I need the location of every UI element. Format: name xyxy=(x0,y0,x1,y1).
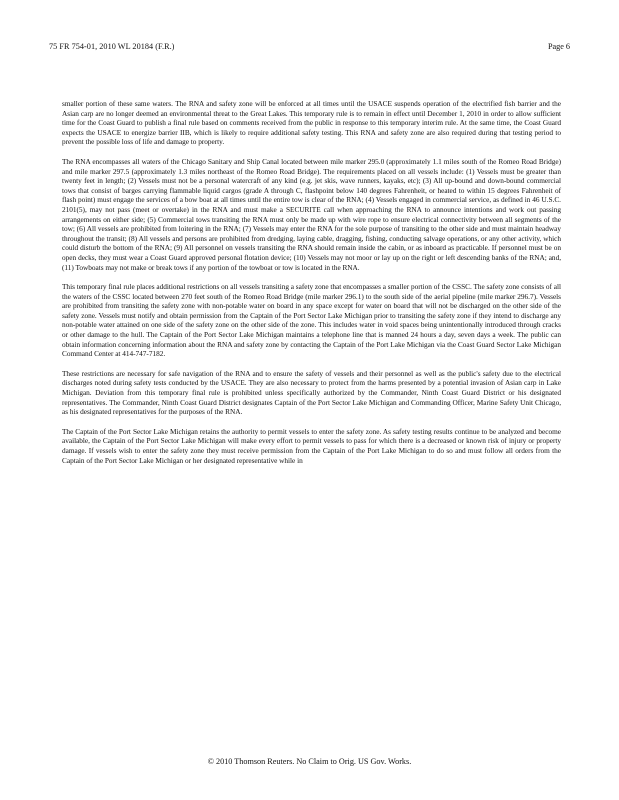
paragraph-5: The Captain of the Port Sector Lake Michigan retains the authority to permit vessels to enter the safety zone. As safety testing results continue to be analyzed and become available, the Captain of the Port Sector Lake Michigan will make every effort to permit vessels to pass for which there is a decreased or known risk of injury or property damage. If vessels wish to enter the safety zone they must receive permission from the Captain of the Port Lake Michigan to do so and must follow all orders from the Captain of the Port Sector Lake Michigan or her designated representative while in xyxy=(62,426,561,465)
citation-header: 75 FR 754-01, 2010 WL 20184 (F.R.) xyxy=(49,42,175,51)
paragraph-3: This temporary final rule places additional restrictions on all vessels transiting a safety zone that encompasses a smaller portion of the CSSC. The safety zone consists of all the waters of the CSSC located between 270 feet south of the Romeo Road Bridge (mile marker 296.1) to the south side of the aerial pipeline (mile marker 296.7). Vessels are prohibited from transiting the safety zone with non-potable water on board in any space except for water on board that will not be discharged on the other side of the safety zone. Vessels must notify and obtain permission from the Captain of the Port Sector Lake Michigan prior to transiting the safety zone if they intend to discharge any non-potable water attained on one side of the safety zone on the other side of the zone. This includes water in void spaces being unintentionally introduced through cracks or other damage to the hull. The Captain of the Port Sector Lake Michigan maintains a telephone line that is manned 24 hours a day, seven days a week. The public can obtain information concerning information about the RNA and safety zone by contacting the Captain of the Port Lake Michigan via the Coast Guard Sector Lake Michigan Command Center at 414-747-7182. xyxy=(62,282,561,359)
paragraph-1: smaller portion of these same waters. The RNA and safety zone will be enforced at all times until the USACE suspends operation of the electrified fish barrier and the Asian carp are no longer deemed an environmental threat to the Great Lakes. This temporary rule is to remain in effect until December 1, 2010 in order to allow sufficient time for the Coast Guard to publish a final rule based on comments received from the public in response to this temporary interim rule. At the same time, the Coast Guard expects the USACE to energize barrier IIB, which is likely to require additional safety testing. This RNA and safety zone are also required during that testing period to prevent the possible loss of life and damage to property. xyxy=(62,99,561,147)
paragraph-2: The RNA encompasses all waters of the Chicago Sanitary and Ship Canal located between mile marker 295.0 (approximately 1.1 miles south of the Romeo Road Bridge) and mile marker 297.5 (approximately 1.3 miles northeast of the Romeo Road Bridge). The requirements placed on all vessels include: (1) Vessels must be greater than twenty feet in length; (2) Vessels must not be a personal watercraft of any kind (e.g. jet skis, wave runners, kayaks, etc); (3) All up-bound and down-bound commercial tows that consist of barges carrying flammable liquid cargos (grade A through C, flashpoint below 140 degrees Fahrenheit, or heated to within 15 degrees Fahrenheit of flash point) must engage the services of a bow boat at all times until the entire tow is clear of the RNA; (4) Vessels engaged in commercial service, as defined in 46 U.S.C. 2101(5), may not pass (meet or overtake) in the RNA and must make a SECURITE call when approaching the RNA to announce intentions and work out passing arrangements on either side; (5) Commercial tows transiting the RNA must only be made up with wire rope to ensure electrical connectivity between all segments of the tow; (6) All vessels are prohibited from loitering in the RNA; (7) Vessels may enter the RNA for the sole purpose of transiting to the other side and must maintain headway throughout the transit; (8) All vessels and persons are prohibited from dredging, laying cable, dragging, fishing, conducting salvage operations, or any other activity, which could disturb the bottom of the RNA; (9) All personnel on vessels transiting the RNA should remain inside the cabin, or as inboard as practicable. If personnel must be on open decks, they must wear a Coast Guard approved personal flotation device; (10) Vessels may not moor or lay up on the right or left descending banks of the RNA; and, (11) Towboats may not make or break tows if any portion of the towboat or tow is located in the RNA. xyxy=(62,156,561,272)
body-text xyxy=(62,99,561,475)
copyright-footer: © 2010 Thomson Reuters. No Claim to Orig. US Gov. Works. xyxy=(207,757,412,766)
paragraph-4: These restrictions are necessary for safe navigation of the RNA and to ensure the safety of vessels and their personnel as well as the public's safety due to the electrical discharges noted during safety tests conducted by the USACE. They are also necessary to protect from the harms presented by a potential invasion of Asian carp in Lake Michigan. Deviation from this temporary final rule is prohibited unless specifically authorized by the Commander, Ninth Coast Guard District or his designated representatives. The Commander, Ninth Coast Guard District designates Captain of the Port Sector Lake Michigan and Commanding Officer, Marine Safety Unit Chicago, as his designated representatives for the purposes of the RNA. xyxy=(62,368,561,417)
page-number: Page 6 xyxy=(547,42,570,51)
